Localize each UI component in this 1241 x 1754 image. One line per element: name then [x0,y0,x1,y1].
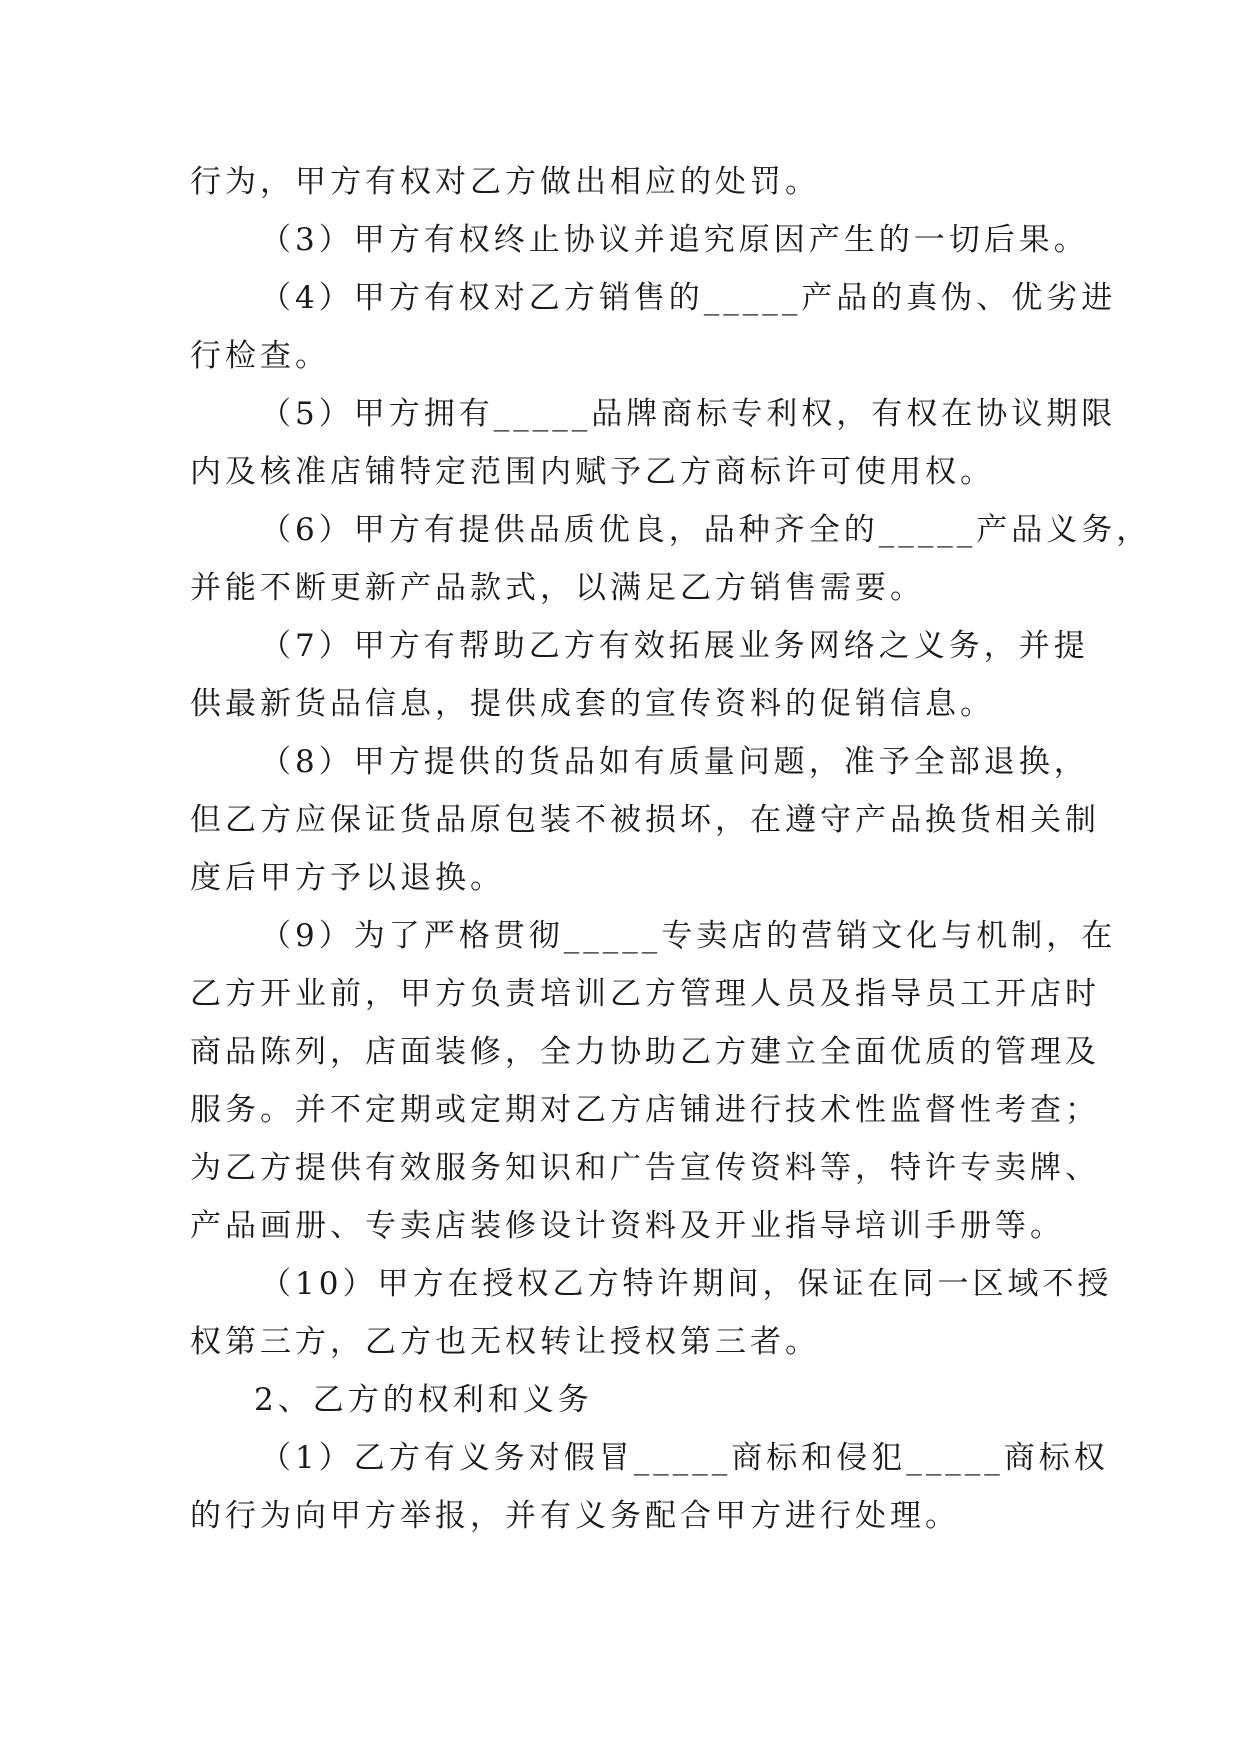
clause-8: （8）甲方提供的货品如有质量问题，准予全部退换， [260,744,1089,780]
clause-6: （6）甲方有提供品质优良，品种齐全的_____产品义务， [260,512,1152,548]
text-line: 内及核准店铺特定范围内赋予乙方商标许可使用权。 [190,454,995,490]
text-line: 的行为向甲方举报，并有义务配合甲方进行处理。 [190,1498,960,1534]
text-line: 并能不断更新产品款式，以满足乙方销售需要。 [190,570,925,606]
clause-4: （4）甲方有权对乙方销售的_____产品的真伪、优劣进 [260,280,1117,316]
clause-3: （3）甲方有权终止协议并追究原因产生的一切后果。 [260,222,1089,258]
text-line: 行检查。 [190,338,330,374]
text-line: 商品陈列，店面装修，全力协助乙方建立全面优质的管理及 [190,1034,1100,1070]
section-heading: 2、乙方的权利和义务 [254,1382,593,1418]
text-line: 服务。并不定期或定期对乙方店铺进行技术性监督性考查； [190,1092,1100,1128]
clause-10: （10）甲方在授权乙方特许期间，保证在同一区域不授 [260,1266,1113,1302]
clause-9: （9）为了严格贯彻_____专卖店的营销文化与机制，在 [260,918,1117,954]
text-line: 权第三方，乙方也无权转让授权第三者。 [190,1324,820,1360]
text-line: 行为，甲方有权对乙方做出相应的处罚。 [190,164,820,200]
clause-5: （5）甲方拥有_____品牌商标专利权，有权在协议期限 [260,396,1117,432]
text-line: 但乙方应保证货品原包装不被损坏，在遵守产品换货相关制 [190,802,1100,838]
text-line: 乙方开业前，甲方负责培训乙方管理人员及指导员工开店时 [190,976,1100,1012]
text-line: 为乙方提供有效服务知识和广告宣传资料等，特许专卖牌、 [190,1150,1100,1186]
text-line: 产品画册、专卖店装修设计资料及开业指导培训手册等。 [190,1208,1065,1244]
clause-1: （1）乙方有义务对假冒_____商标和侵犯_____商标权 [260,1440,1109,1476]
clause-7: （7）甲方有帮助乙方有效拓展业务网络之义务，并提 [260,628,1089,664]
text-line: 供最新货品信息，提供成套的宣传资料的促销信息。 [190,686,995,722]
document-page [190,153,1152,1545]
text-line: 度后甲方予以退换。 [190,860,505,896]
